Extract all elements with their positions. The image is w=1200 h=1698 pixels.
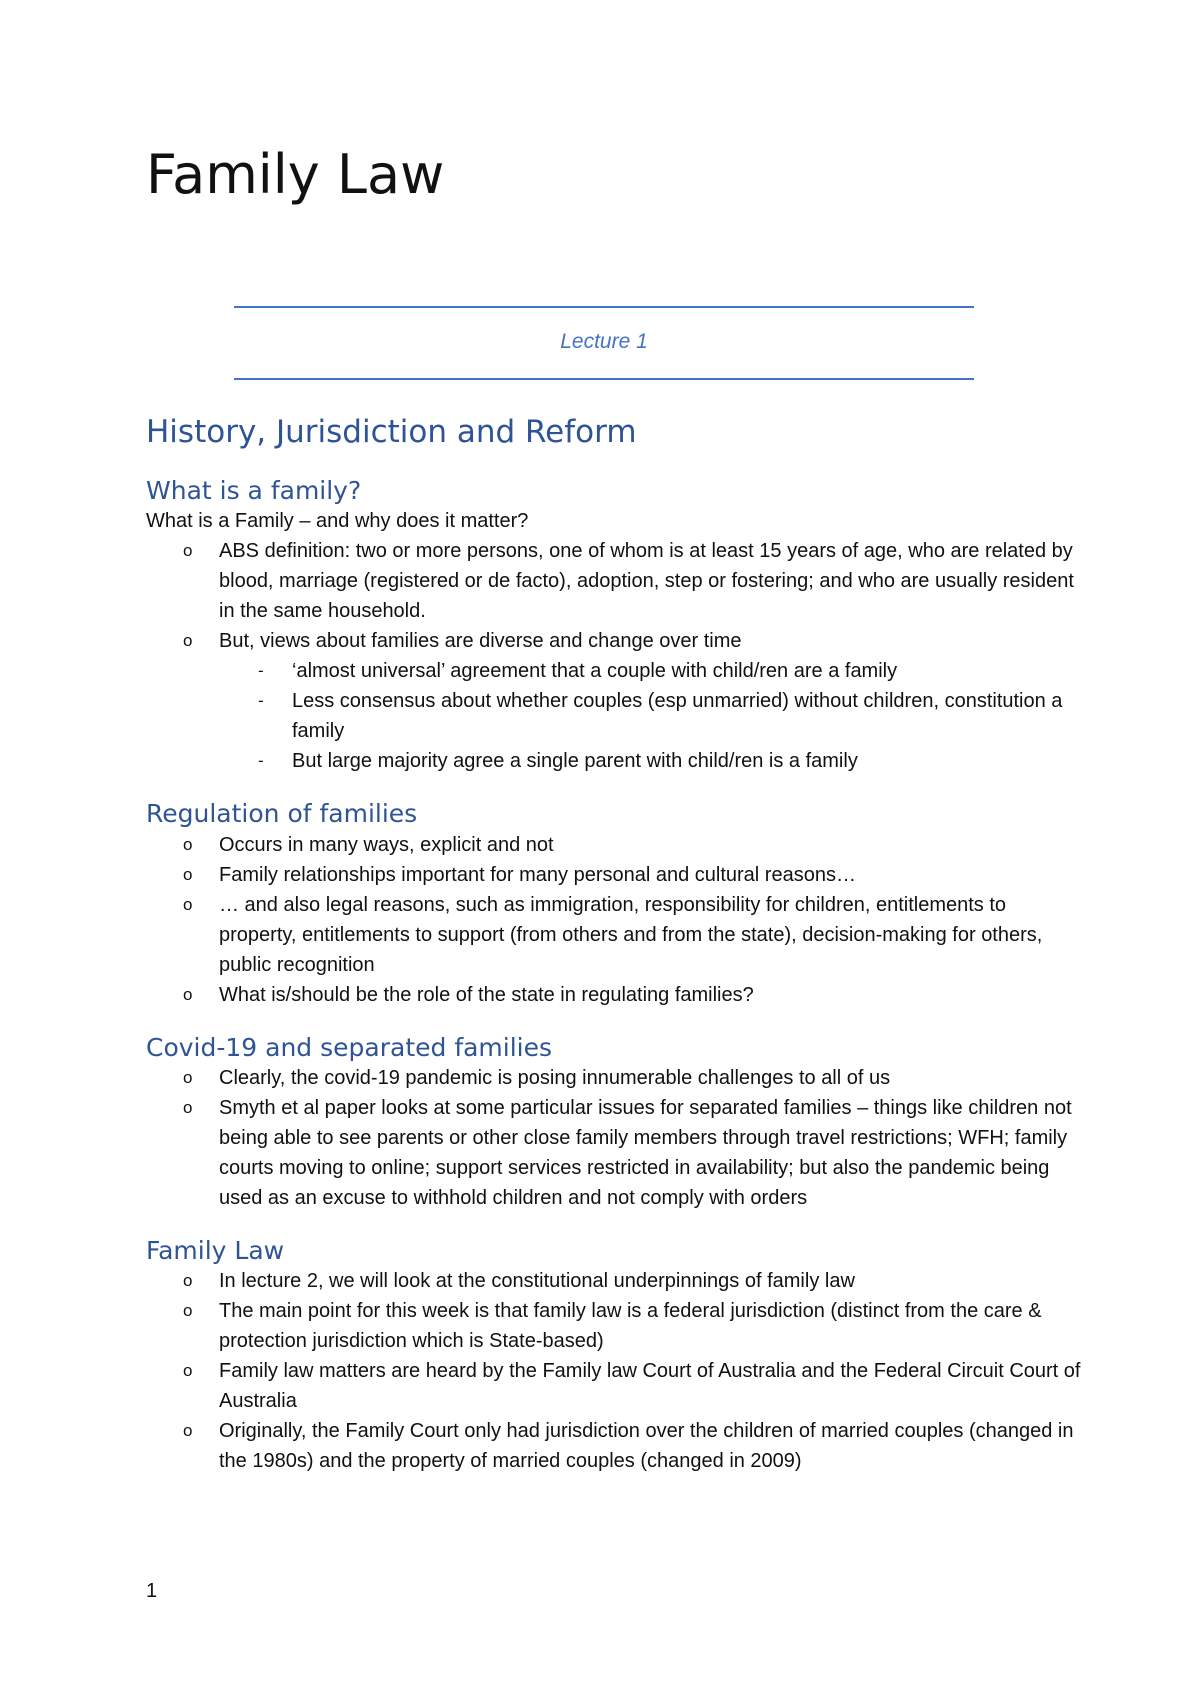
sub-list-item-text: ‘almost universal’ agreement that a couple with child/ren are a family [292,660,898,683]
sub-list-item [258,746,1086,776]
list-item [183,626,1086,776]
list-item [183,980,1086,1010]
list-item [183,860,1086,890]
bullet-marker: o [183,541,193,561]
section-heading: Regulation of families [146,799,418,829]
sub-list-item [258,656,1086,686]
list-item [183,830,1086,860]
bullet-list [146,1266,1086,1476]
bullet-marker: o [183,1271,193,1291]
list-item-text: Smyth et al paper looks at some particular issues for separated families – things like children not being able to see parents or other close family members through travel restrictions; WFH; family courts moving to online; support services restricted in availability; but also the pandemic being used as an excuse to withhold children and not comply with orders [219,1096,1072,1209]
list-item-text: But, views about families are diverse and change over time [219,630,742,653]
section-regulation [146,798,1086,1009]
list-item [183,1093,1086,1213]
list-item-text: In lecture 2, we will look at the constitutional underpinnings of family law [219,1270,855,1293]
section-family-law [146,1235,1086,1476]
bullet-list [146,1063,1086,1213]
list-item-text: Occurs in many ways, explicit and not [219,833,554,856]
dash-marker: - [258,691,264,711]
sub-list-item [258,686,1086,746]
dash-marker: - [258,661,264,681]
section-heading: Family Law [146,1235,285,1265]
document-title: Family Law [146,143,445,206]
bullet-marker: o [183,1421,193,1441]
list-item [183,1356,1086,1416]
list-item [183,1296,1086,1356]
document-body [146,414,1086,1498]
list-item [183,1416,1086,1476]
list-item-text: Clearly, the covid-19 pandemic is posing innumerable challenges to all of us [219,1066,891,1089]
section-covid [146,1032,1086,1213]
list-item [183,1063,1086,1093]
section-heading: What is a family? [146,476,362,506]
section-what-is-a-family [146,475,1086,776]
list-item [183,536,1086,626]
list-item-text: Family law matters are heard by the Family law Court of Australia and the Federal Circuit Court of Australia [219,1360,1081,1413]
bullet-marker: o [183,631,193,651]
dash-marker: - [258,751,264,771]
bullet-marker: o [183,864,193,884]
bullet-list [146,830,1086,1010]
section-heading: Covid-19 and separated families [146,1032,553,1062]
bullet-marker: o [183,984,193,1004]
bullet-marker: o [183,1361,193,1381]
list-item-text: Family relationships important for many personal and cultural reasons… [219,863,856,886]
list-item-text: Originally, the Family Court only had jurisdiction over the children of married couples (changed in the 1980s) and the property of married couples (changed in 2009) [219,1420,1074,1473]
list-item-text: The main point for this week is that family law is a federal jurisdiction (distinct from the care & protection jurisdiction which is State-based) [219,1300,1042,1353]
list-item [183,1266,1086,1296]
bullet-marker: o [183,1097,193,1117]
bullet-marker: o [183,1301,193,1321]
page-number: 1 [146,1580,158,1602]
sub-bullet-list [219,656,1086,776]
top-divider [234,306,974,308]
bullet-marker: o [183,834,193,854]
list-item [183,890,1086,980]
sub-list-item-text: Less consensus about whether couples (esp unmarried) without children, constitution a family [292,690,1063,743]
bullet-list [146,536,1086,776]
list-item-text: … and also legal reasons, such as immigration, responsibility for children, entitlements to property, entitlements to support (from others and from the state), decision-making for others, public recognition [219,893,1043,976]
list-item-text: ABS definition: two or more persons, one of whom is at least 15 years of age, who are related by blood, marriage (registered or de facto), adoption, step or fostering; and who are usually resident in the same household. [219,540,1074,623]
main-heading: History, Jurisdiction and Reform [146,414,637,450]
bottom-divider [234,378,974,380]
lecture-subtitle: Lecture 1 [560,330,648,353]
section-intro: What is a Family – and why does it matter? [146,510,529,533]
bullet-marker: o [183,894,193,914]
sub-list-item-text: But large majority agree a single parent with child/ren is a family [292,750,858,773]
bullet-marker: o [183,1067,193,1087]
list-item-text: What is/should be the role of the state in regulating families? [219,983,754,1006]
